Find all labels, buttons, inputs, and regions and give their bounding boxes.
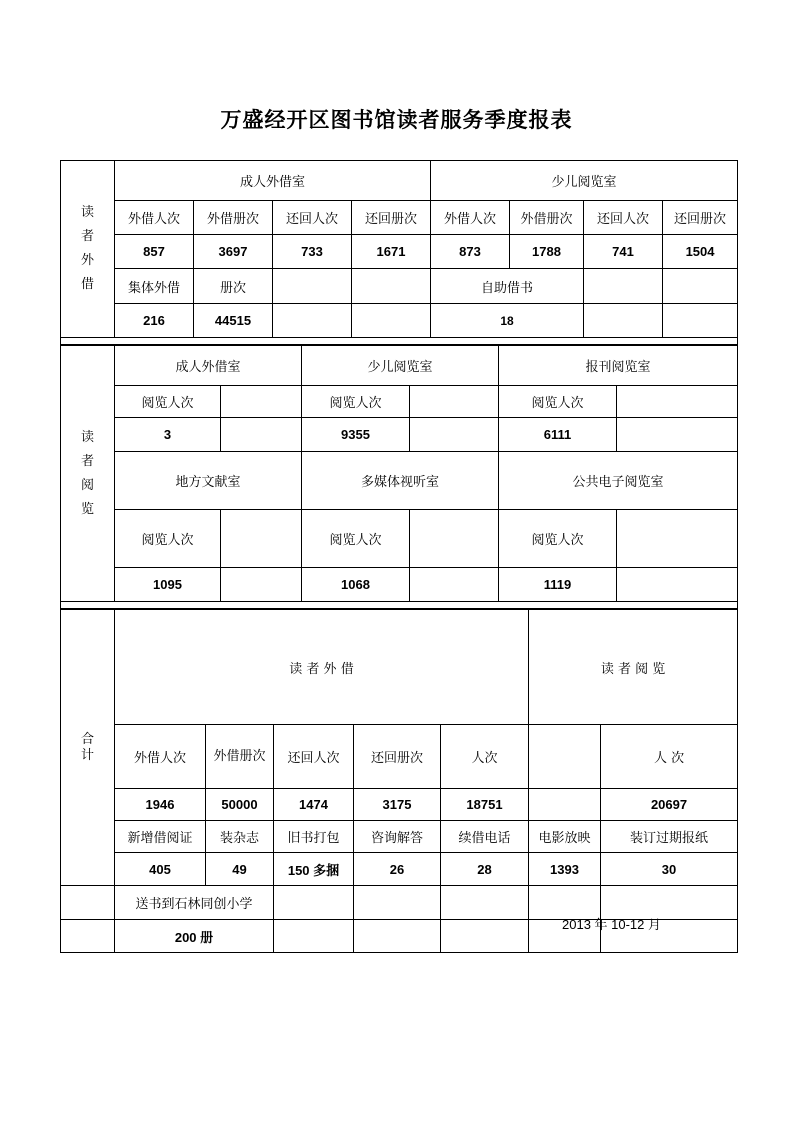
section-separator xyxy=(61,338,738,345)
page-title: 万盛经开区图书馆读者服务季度报表 xyxy=(220,107,573,132)
value-cell: 1504 xyxy=(663,235,738,269)
header-cell: 外借人次 xyxy=(115,201,194,235)
empty-cell xyxy=(221,386,302,418)
value-cell: 1474 xyxy=(274,789,354,821)
empty-cell xyxy=(663,304,738,338)
value-cell: 1946 xyxy=(115,789,206,821)
value-cell: 3697 xyxy=(194,235,273,269)
value-cell: 20697 xyxy=(601,789,738,821)
empty-cell xyxy=(410,386,499,418)
header-cell: 人 次 xyxy=(601,725,738,789)
empty-cell xyxy=(663,269,738,304)
empty-cell xyxy=(410,510,499,568)
visit-label: 阅览人次 xyxy=(499,386,617,418)
self-service-label: 自助借书 xyxy=(431,269,584,304)
header-cell: 外借册次 xyxy=(510,201,584,235)
extra-value: 49 xyxy=(206,853,274,886)
extra-label: 新增借阅证 xyxy=(115,821,206,853)
room-header: 地方文献室 xyxy=(115,452,302,510)
header-cell: 还回人次 xyxy=(584,201,663,235)
group-loan-label: 集体外借 xyxy=(115,269,194,304)
empty-cell xyxy=(410,418,499,452)
empty-cell xyxy=(61,920,115,953)
value-cell: 857 xyxy=(115,235,194,269)
header-cell: 外借册次 xyxy=(206,725,274,789)
value-cell: 733 xyxy=(273,235,352,269)
total-table xyxy=(60,609,738,953)
empty-cell xyxy=(352,304,431,338)
child-room-header: 少儿阅览室 xyxy=(431,161,738,201)
header-cell: 还回人次 xyxy=(274,725,354,789)
value-cell: 3175 xyxy=(354,789,441,821)
value-cell: 18751 xyxy=(441,789,529,821)
extra-value: 150 多捆 xyxy=(274,853,354,886)
send-books-label: 送书到石林同创小学 xyxy=(115,886,274,920)
value-cell: 50000 xyxy=(206,789,274,821)
visit-label: 阅览人次 xyxy=(115,386,221,418)
reading-table xyxy=(60,345,738,609)
loan-table xyxy=(60,160,738,345)
empty-cell xyxy=(584,304,663,338)
books-value: 44515 xyxy=(194,304,273,338)
section-separator xyxy=(61,602,738,609)
empty-cell xyxy=(617,568,738,602)
header-cell: 外借人次 xyxy=(115,725,206,789)
reading-section-label: 读者阅览 xyxy=(61,346,115,602)
value-cell: 873 xyxy=(431,235,510,269)
header-cell: 外借册次 xyxy=(194,201,273,235)
read-group-header: 读 者 阅 览 xyxy=(529,610,738,725)
empty-cell xyxy=(617,418,738,452)
visit-value: 1068 xyxy=(302,568,410,602)
adult-room-header: 成人外借室 xyxy=(115,161,431,201)
empty-cell xyxy=(617,510,738,568)
header-cell: 外借人次 xyxy=(431,201,510,235)
empty-cell xyxy=(529,789,601,821)
empty-cell xyxy=(529,725,601,789)
empty-cell xyxy=(584,269,663,304)
empty-cell xyxy=(352,269,431,304)
extra-value: 30 xyxy=(601,853,738,886)
empty-cell xyxy=(61,886,115,920)
visit-label: 阅览人次 xyxy=(115,510,221,568)
empty-cell xyxy=(441,920,529,953)
value-cell: 1788 xyxy=(510,235,584,269)
room-header: 公共电子阅览室 xyxy=(499,452,738,510)
self-service-value: 18 xyxy=(431,304,584,338)
empty-cell xyxy=(441,886,529,920)
empty-cell xyxy=(274,920,354,953)
visit-value: 9355 xyxy=(302,418,410,452)
empty-cell xyxy=(354,886,441,920)
header-cell: 还回册次 xyxy=(663,201,738,235)
visit-label: 阅览人次 xyxy=(302,510,410,568)
empty-cell xyxy=(273,304,352,338)
extra-value: 1393 xyxy=(529,853,601,886)
empty-cell xyxy=(221,510,302,568)
room-header: 成人外借室 xyxy=(115,346,302,386)
header-cell: 人次 xyxy=(441,725,529,789)
total-section-label: 合计 xyxy=(61,610,115,886)
visit-value: 1119 xyxy=(499,568,617,602)
report-date: 2013 年 10-12 月 xyxy=(562,917,662,932)
visit-label: 阅览人次 xyxy=(499,510,617,568)
group-loan-value: 216 xyxy=(115,304,194,338)
extra-label: 装杂志 xyxy=(206,821,274,853)
header-cell: 还回人次 xyxy=(273,201,352,235)
empty-cell xyxy=(274,886,354,920)
books-label: 册次 xyxy=(194,269,273,304)
header-cell: 还回册次 xyxy=(354,725,441,789)
extra-label: 电影放映 xyxy=(529,821,601,853)
value-cell: 741 xyxy=(584,235,663,269)
empty-cell xyxy=(354,920,441,953)
extra-value: 405 xyxy=(115,853,206,886)
value-cell: 1671 xyxy=(352,235,431,269)
extra-value: 26 xyxy=(354,853,441,886)
empty-cell xyxy=(221,418,302,452)
extra-label: 旧书打包 xyxy=(274,821,354,853)
extra-label: 咨询解答 xyxy=(354,821,441,853)
visit-label: 阅览人次 xyxy=(302,386,410,418)
room-header: 报刊阅览室 xyxy=(499,346,738,386)
empty-cell xyxy=(221,568,302,602)
visit-value: 1095 xyxy=(115,568,221,602)
empty-cell xyxy=(617,386,738,418)
loan-section-label: 读者外借 xyxy=(61,161,115,338)
visit-value: 3 xyxy=(115,418,221,452)
room-header: 多媒体视听室 xyxy=(302,452,499,510)
loan-group-header: 读 者 外 借 xyxy=(115,610,529,725)
empty-cell xyxy=(410,568,499,602)
visit-value: 6111 xyxy=(499,418,617,452)
extra-label: 续借电话 xyxy=(441,821,529,853)
send-books-value: 200 册 xyxy=(115,920,274,953)
header-cell: 还回册次 xyxy=(352,201,431,235)
empty-cell xyxy=(273,269,352,304)
extra-value: 28 xyxy=(441,853,529,886)
room-header: 少儿阅览室 xyxy=(302,346,499,386)
extra-label: 装订过期报纸 xyxy=(601,821,738,853)
